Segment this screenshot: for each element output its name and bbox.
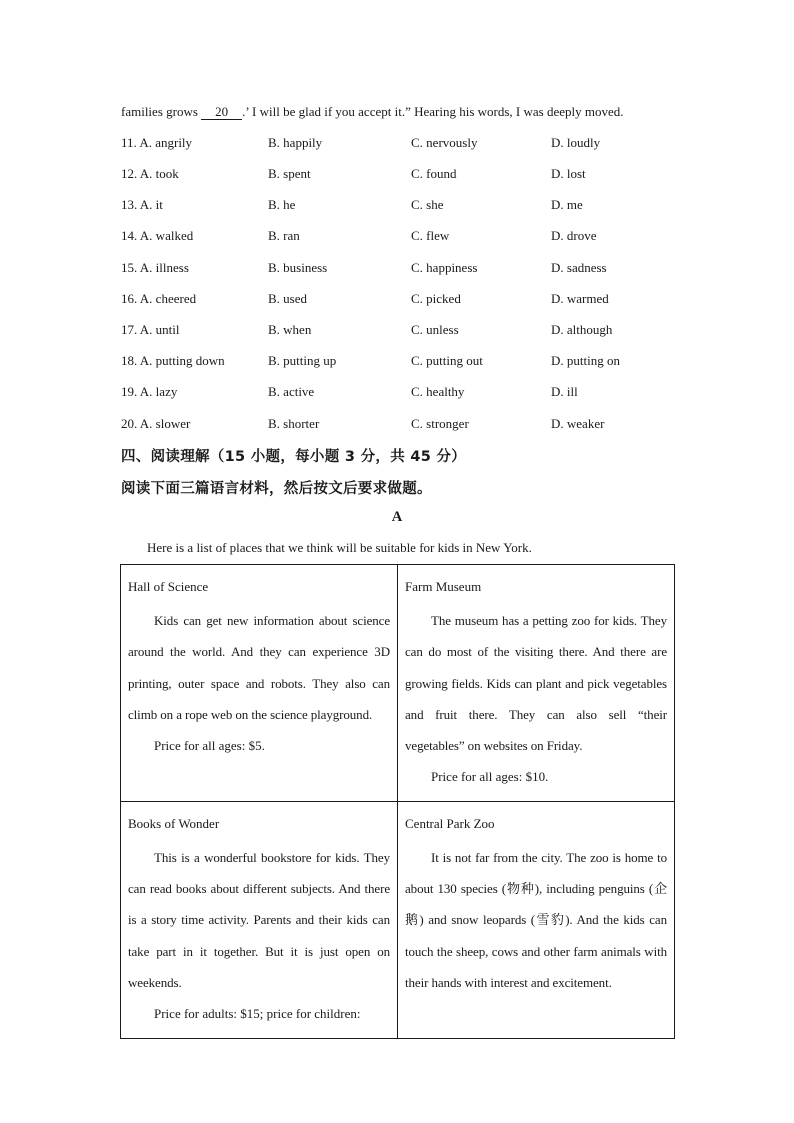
place-cell-books-of-wonder (121, 801, 398, 1038)
cloze-last-line (121, 104, 624, 120)
place-cell-farm-museum (398, 565, 675, 802)
option-d: D. lost (551, 166, 586, 181)
cloze-blank-20: 20 (201, 105, 242, 120)
section-instruction: 阅读下面三篇语言材料，然后按文后要求做题。 (121, 481, 432, 497)
option-d: D. me (551, 197, 583, 212)
option-a: 16. A. cheered (121, 291, 197, 306)
option-row-15 (121, 260, 681, 278)
option-row-14 (121, 228, 681, 246)
option-c: C. found (411, 166, 457, 181)
option-row-17 (121, 322, 681, 340)
option-b: B. putting up (268, 353, 337, 368)
place-price: Price for all ages: $5. (154, 738, 265, 754)
option-row-20 (121, 416, 681, 434)
option-b: B. happily (268, 135, 323, 150)
place-cell-central-park-zoo (398, 801, 675, 1038)
option-row-11 (121, 135, 681, 153)
option-d: D. sadness (551, 260, 607, 275)
option-a: 11. A. angrily (121, 135, 193, 150)
place-title: Books of Wonder (128, 815, 220, 831)
option-a: 14. A. walked (121, 228, 194, 243)
table-row (121, 801, 675, 1038)
option-b: B. used (268, 291, 307, 306)
place-description: Kids can get new information about science around the world. And they can experience 3D printing, outer space and robots. They also can climb on a rope web on the science playground. (128, 613, 390, 722)
option-row-12 (121, 166, 681, 184)
passage-intro: Here is a list of places that we think will be suitable for kids in New York. (147, 540, 532, 555)
option-c: C. putting out (411, 353, 483, 368)
place-description: It is not far from the city. The zoo is home to about 130 species (物种), including penguins (企鹅) and snow leopards (雪豹). And the kids can touch the sheep, cows and other farm animals with their hands with interest and excitement. (405, 849, 667, 990)
option-a: 19. A. lazy (121, 384, 178, 399)
option-row-16 (121, 291, 681, 309)
cloze-text-after: .’ I will be glad if you accept it.” Hearing his words, I was deeply moved. (242, 104, 624, 119)
option-b: B. shorter (268, 416, 320, 431)
option-d: D. ill (551, 384, 578, 399)
section-heading: 四、阅读理解（15 小题，每小题 3 分，共 45 分） (121, 449, 467, 465)
option-c: C. stronger (411, 416, 469, 431)
option-b: B. when (268, 322, 312, 337)
option-a: 18. A. putting down (121, 353, 225, 368)
passage-label: A (391, 509, 403, 525)
option-b: B. ran (268, 228, 300, 243)
option-d: D. loudly (551, 135, 601, 150)
place-price: Price for adults: $15; price for children: (154, 1006, 361, 1022)
option-d: D. although (551, 322, 613, 337)
option-a: 13. A. it (121, 197, 163, 212)
option-row-18 (121, 353, 681, 371)
place-title: Hall of Science (128, 579, 209, 594)
option-b: B. he (268, 197, 296, 212)
option-d: D. drove (551, 228, 597, 243)
option-d: D. warmed (551, 291, 609, 306)
cloze-text-before: families grows (121, 104, 202, 119)
option-a: 17. A. until (121, 322, 180, 337)
place-title: Central Park Zoo (405, 815, 495, 831)
option-a: 20. A. slower (121, 416, 191, 431)
place-title: Farm Museum (405, 579, 482, 594)
option-c: C. unless (411, 322, 459, 337)
option-row-19 (121, 384, 681, 402)
option-a: 15. A. illness (121, 260, 189, 275)
place-cell-hall-of-science (121, 565, 398, 802)
option-a: 12. A. took (121, 166, 179, 181)
option-c: C. flew (411, 228, 450, 243)
option-b: B. spent (268, 166, 311, 181)
option-d: D. putting on (551, 353, 620, 368)
option-c: C. happiness (411, 260, 478, 275)
place-description: The museum has a petting zoo for kids. They can do most of the visiting there. And there are growing fields. Kids can plant and pick vegetables and fruit there. They can also sell “their vegetables” on websites on Friday. (405, 613, 667, 754)
place-price: Price for all ages: $10. (431, 769, 549, 785)
places-table (120, 564, 675, 1039)
option-c: C. she (411, 197, 444, 212)
option-c: C. healthy (411, 384, 465, 399)
option-d: D. weaker (551, 416, 605, 431)
option-b: B. active (268, 384, 315, 399)
table-row (121, 565, 675, 802)
option-row-13 (121, 197, 681, 215)
option-c: C. picked (411, 291, 461, 306)
place-description: This is a wonderful bookstore for kids. They can read books about different subjects. And there is a story time activity. Parents and their kids can take part in it together. But it is just open on weekends. (128, 849, 390, 990)
option-b: B. business (268, 260, 328, 275)
option-c: C. nervously (411, 135, 478, 150)
